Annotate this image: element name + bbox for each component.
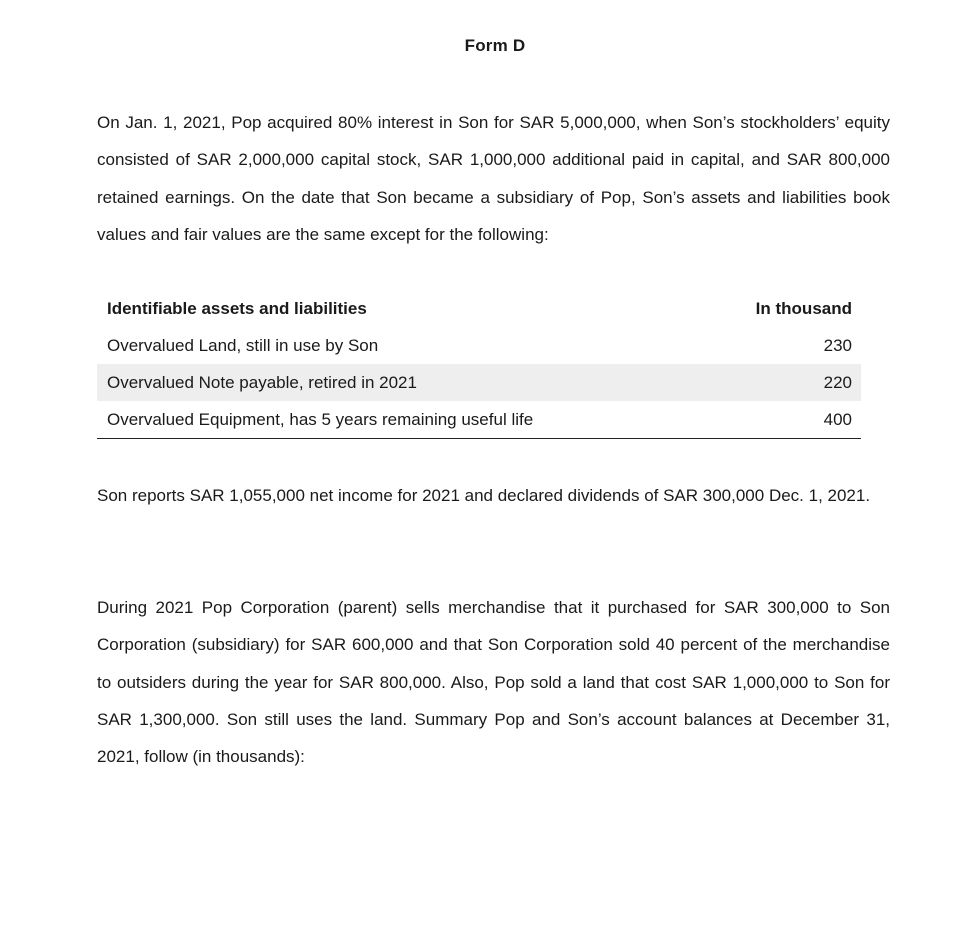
table-header-row bbox=[97, 290, 861, 327]
header-amount-label: In thousand bbox=[755, 298, 852, 318]
row-item: Overvalued Equipment, has 5 years remaining useful life bbox=[107, 409, 534, 429]
form-title: Form D bbox=[464, 36, 526, 55]
row-item: Overvalued Land, still in use by Son bbox=[107, 335, 379, 355]
table-row bbox=[97, 401, 861, 438]
intro-paragraph: On Jan. 1, 2021, Pop acquired 80% interest in Son for SAR 5,000,000, when Son’s stockholders’ equity consisted of SAR 2,000,000 capital stock, SAR 1,000,000 additional paid in capital, and SAR 800,000 retained earnings. On the date that Son became a subsidiary of Pop, Son’s assets and liabilities book values and fair values are the same except for the following: bbox=[97, 113, 890, 244]
row-amount: 400 bbox=[823, 409, 852, 429]
row-amount: 220 bbox=[823, 372, 852, 392]
table-row bbox=[97, 364, 861, 401]
intercompany-paragraph: During 2021 Pop Corporation (parent) sells merchandise that it purchased for SAR 300,000 to Son Corporation (subsidiary) for SAR 600,000 and that Son Corporation sold 40 percent of the merchandise to outsiders during the year for SAR 800,000. Also, Pop sold a land that cost SAR 1,000,000 to Son for SAR 1,300,000. Son still uses the land. Summary Pop and Son’s account balances at December 31, 2021, follow (in thousands): bbox=[97, 598, 890, 767]
table-row bbox=[97, 327, 861, 364]
row-item: Overvalued Note payable, retired in 2021 bbox=[107, 372, 417, 392]
table-bottom-rule bbox=[97, 438, 861, 439]
adjustments-table bbox=[97, 290, 861, 439]
header-item-label: Identifiable assets and liabilities bbox=[107, 298, 367, 318]
row-amount: 230 bbox=[823, 335, 852, 355]
net-income-paragraph: Son reports SAR 1,055,000 net income for 2021 and declared dividends of SAR 300,000 Dec. 1, 2021. bbox=[97, 486, 871, 505]
